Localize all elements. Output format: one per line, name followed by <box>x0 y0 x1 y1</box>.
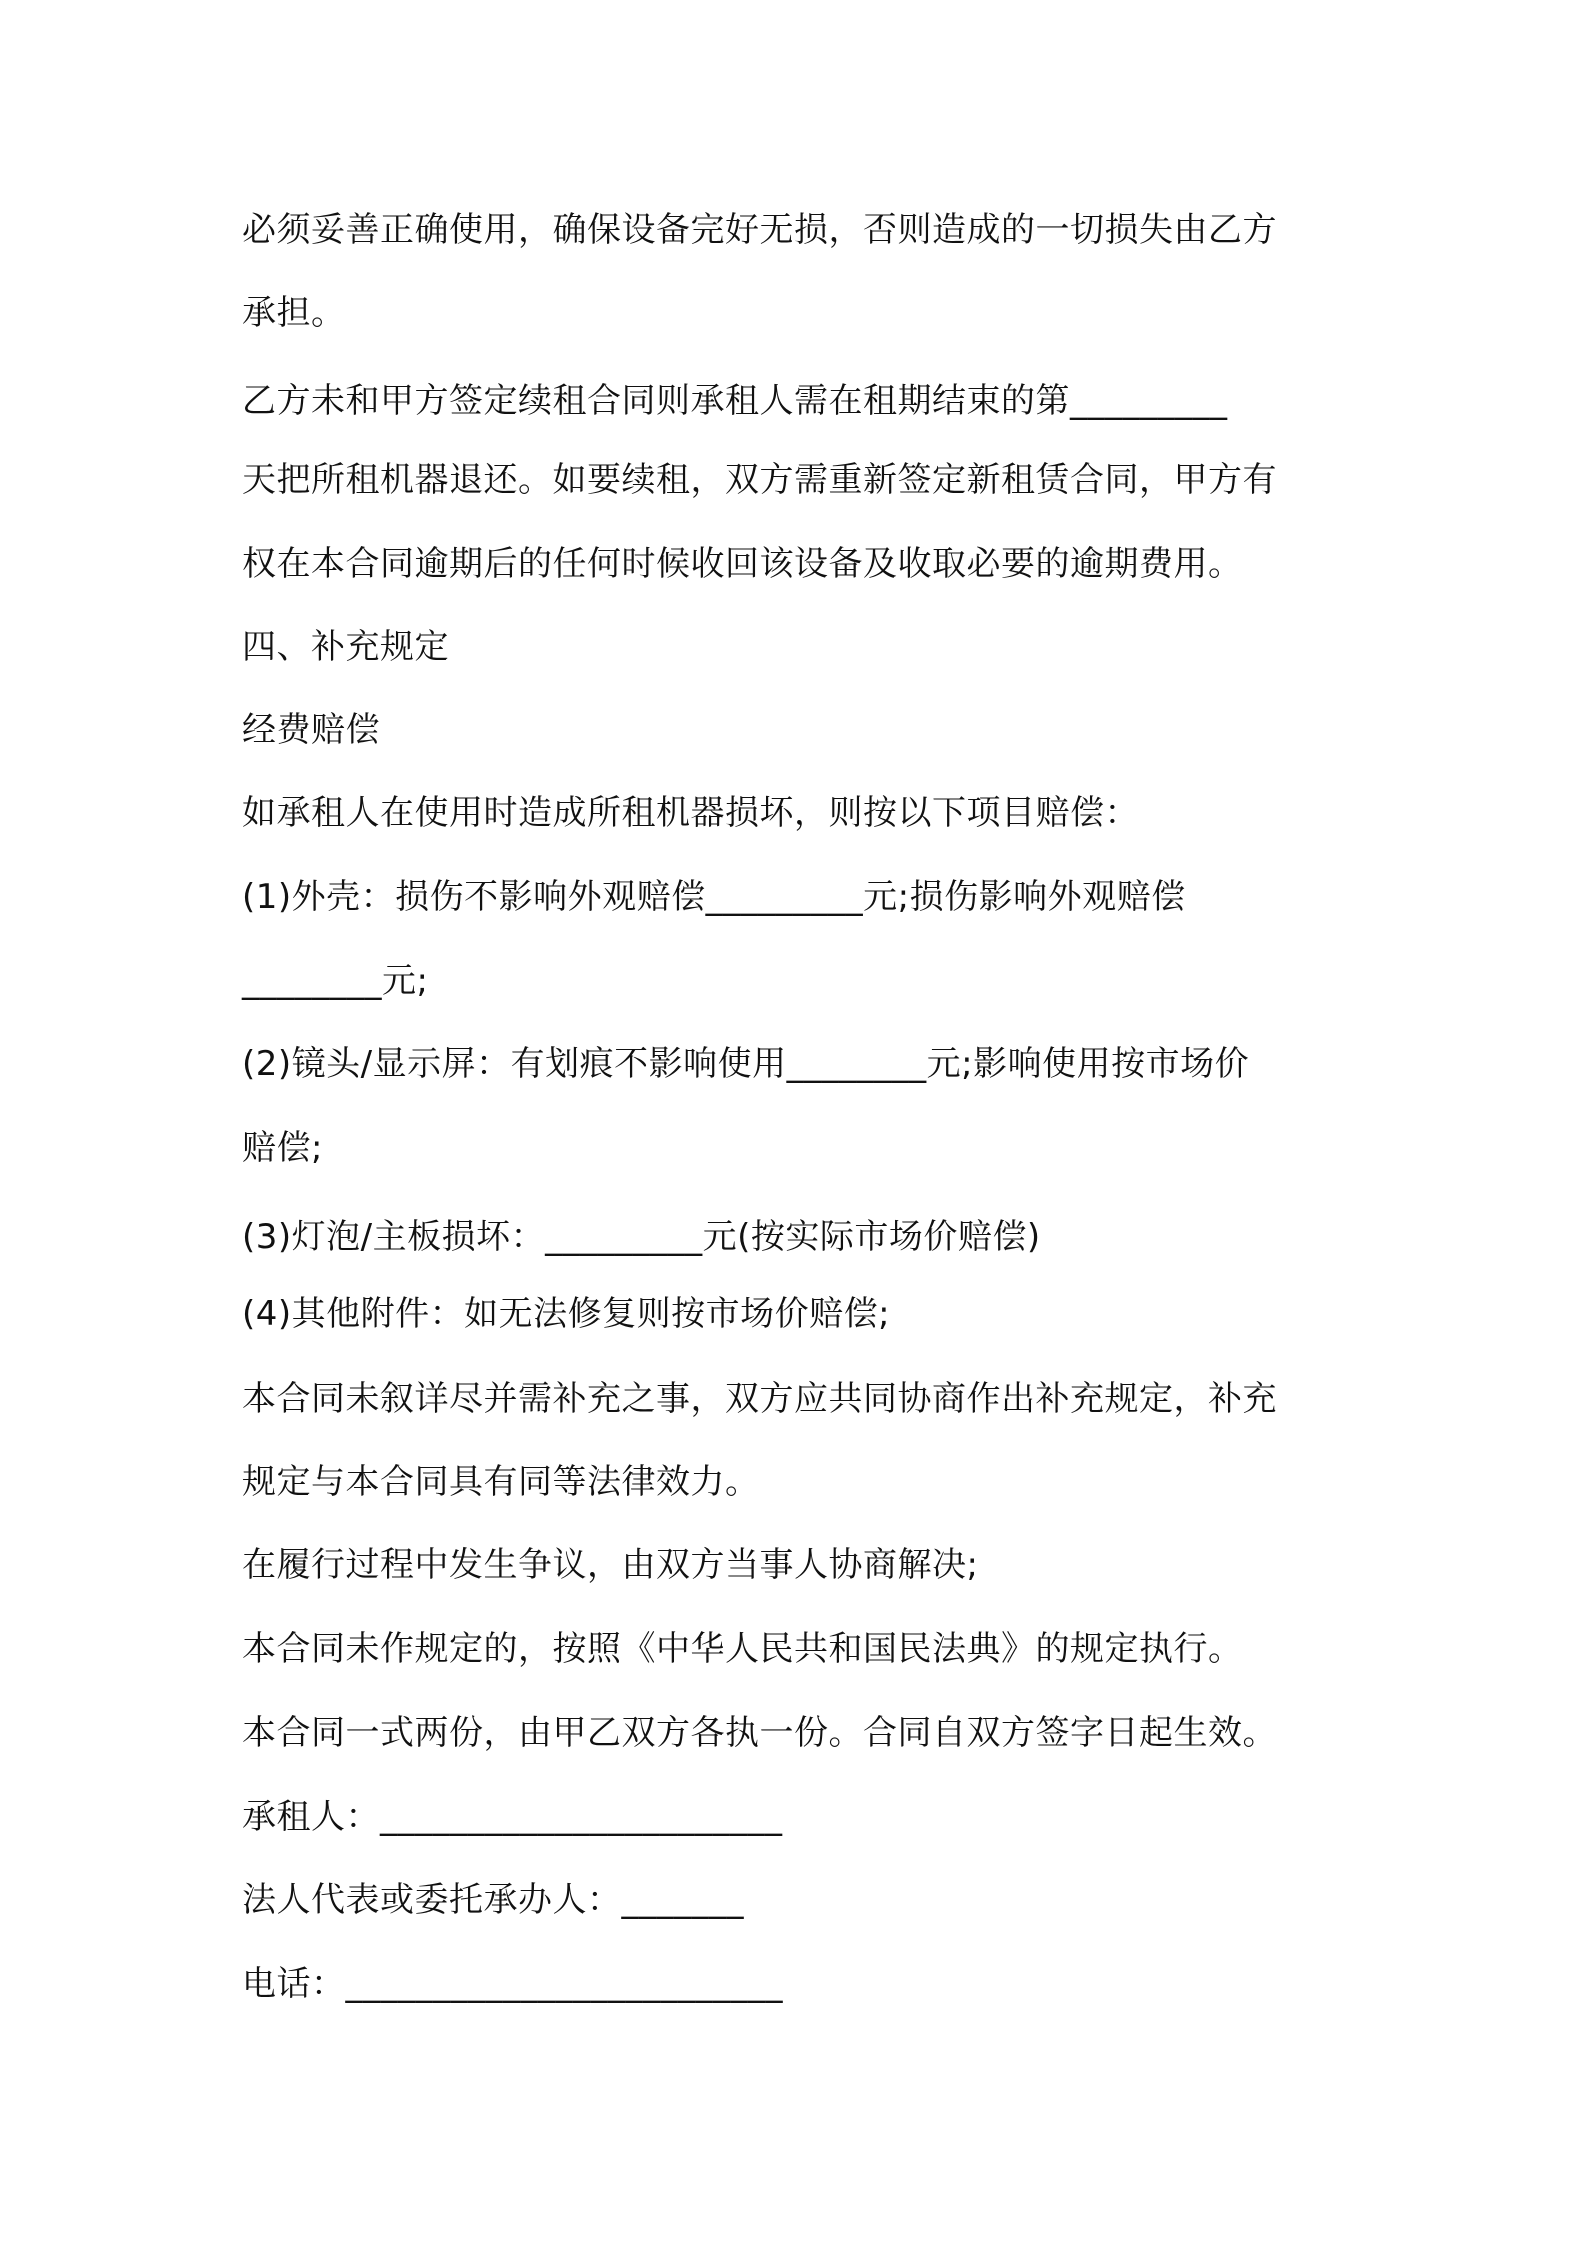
paragraph-line: 本合同一式两份，由甲乙双方各执一份。合同自双方签字日起生效。 <box>242 1713 1277 1753</box>
paragraph-line: 权在本合同逾期后的任何时候收回该设备及收取必要的逾期费用。 <box>242 544 1243 584</box>
signature-field-representative: 法人代表或委托承办人：_______ <box>242 1880 744 1920</box>
list-item-continuation: ________元; <box>242 961 429 1001</box>
paragraph-line: 规定与本合同具有同等法律效力。 <box>242 1462 760 1502</box>
paragraph-line: 必须妥善正确使用，确保设备完好无损，否则造成的一切损失由乙方 <box>242 210 1277 250</box>
list-item: (1)外壳：损伤不影响外观赔偿_________元;损伤影响外观赔偿 <box>242 877 1186 917</box>
phone-field: 电话：_________________________ <box>242 1964 783 2004</box>
paragraph-line: 在履行过程中发生争议，由双方当事人协商解决; <box>242 1545 979 1585</box>
paragraph-line: 本合同未叙详尽并需补充之事，双方应共同协商作出补充规定，补充 <box>242 1379 1277 1419</box>
list-item-continuation: 赔偿; <box>242 1128 323 1168</box>
subsection-heading: 经费赔偿 <box>242 710 380 750</box>
paragraph-line: 承担。 <box>242 293 346 333</box>
section-heading: 四、补充规定 <box>242 627 449 667</box>
paragraph-line: 天把所租机器退还。如要续租，双方需重新签定新租赁合同，甲方有 <box>242 460 1277 500</box>
paragraph-line: 乙方未和甲方签定续租合同则承租人需在租期结束的第_________ <box>242 381 1228 421</box>
list-item: (4)其他附件：如无法修复则按市场价赔偿; <box>242 1294 891 1334</box>
signature-field-lessee: 承租人：_______________________ <box>242 1797 783 1837</box>
paragraph-line: 本合同未作规定的，按照《中华人民共和国民法典》的规定执行。 <box>242 1629 1243 1669</box>
list-item: (3)灯泡/主板损坏：_________元(按实际市场价赔偿) <box>242 1217 1041 1257</box>
list-item: (2)镜头/显示屏：有划痕不影响使用________元;影响使用按市场价 <box>242 1044 1250 1084</box>
paragraph-line: 如承租人在使用时造成所租机器损坏，则按以下项目赔偿： <box>242 793 1139 833</box>
